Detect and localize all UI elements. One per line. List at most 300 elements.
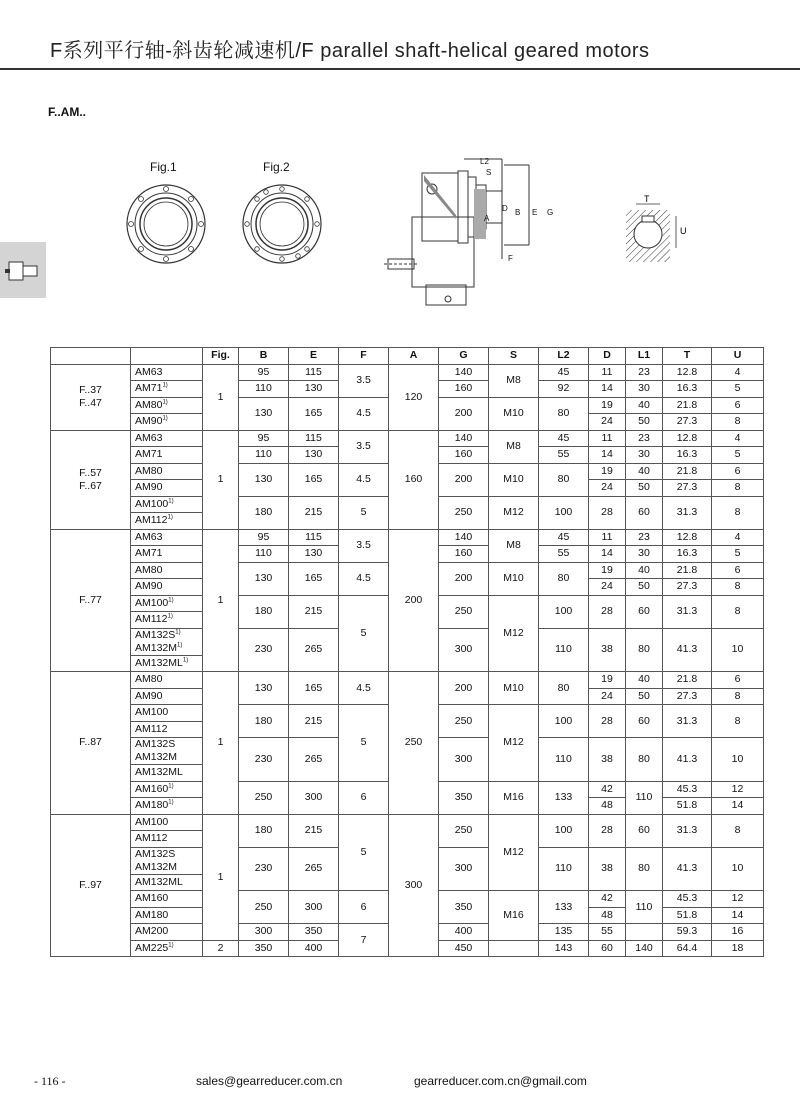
- dim-label-G: G: [547, 208, 554, 217]
- section-label: F..AM..: [48, 105, 86, 119]
- fig-cell: 1: [203, 814, 239, 940]
- motor-adapter-name: AM71: [135, 382, 163, 395]
- col-header: [51, 348, 131, 365]
- table-cell: 265: [289, 738, 339, 782]
- footnote-mark: 1): [167, 613, 173, 620]
- table-cell: 6: [712, 397, 764, 414]
- table-cell: 21.8: [663, 463, 712, 480]
- table-cell: 135: [539, 924, 589, 941]
- table-cell: 4: [712, 430, 764, 447]
- model-name: F..57: [79, 466, 102, 479]
- table-cell: 3.5: [339, 430, 389, 463]
- table-cell: 14: [712, 907, 764, 924]
- table-cell: 50: [626, 414, 663, 431]
- dimension-table: [50, 347, 764, 957]
- table-cell: 23: [626, 364, 663, 381]
- dim-label-U: U: [680, 226, 687, 236]
- table-cell: 3.5: [339, 364, 389, 397]
- table-cell: 8: [712, 414, 764, 431]
- table-cell: 250: [439, 814, 489, 847]
- motor-adapter-cell: [131, 874, 203, 891]
- table-cell: 23: [626, 430, 663, 447]
- table-cell: 48: [589, 798, 626, 815]
- table-cell: 4.5: [339, 463, 389, 496]
- motor-adapter-name: AM90: [135, 415, 163, 428]
- table-cell: 450: [439, 940, 489, 957]
- model-name: F..47: [79, 397, 102, 409]
- table-cell: M8: [489, 430, 539, 463]
- table-cell: 115: [289, 364, 339, 381]
- table-row: [51, 672, 764, 689]
- table-cell: 21.8: [663, 562, 712, 579]
- table-cell: 7: [339, 924, 389, 957]
- table-cell: 8: [712, 480, 764, 497]
- model-name: F..37: [79, 384, 102, 396]
- motor-adapter-cell: [131, 781, 203, 798]
- fig-cell: 2: [203, 940, 239, 957]
- table-cell: 45.3: [663, 891, 712, 908]
- table-cell: 10: [712, 738, 764, 782]
- table-cell: 200: [439, 463, 489, 496]
- motor-adapter-cell: [131, 562, 203, 579]
- table-cell: 110: [626, 781, 663, 814]
- motor-adapter-name: AM63: [135, 431, 163, 444]
- table-cell: 140: [439, 529, 489, 546]
- footnote-mark: 1): [162, 382, 168, 389]
- table-cell: 41.3: [663, 738, 712, 782]
- table-row: [51, 364, 764, 381]
- motor-adapter-cell: [131, 814, 203, 831]
- motor-adapter-cell: [131, 496, 203, 513]
- table-cell: 200: [439, 562, 489, 595]
- table-cell: 143: [539, 940, 589, 957]
- table-cell: 300: [289, 781, 339, 814]
- table-cell: 265: [289, 628, 339, 672]
- table-cell: 350: [289, 924, 339, 941]
- motor-adapter-name: AM71: [135, 547, 163, 560]
- col-header-a: A: [389, 348, 439, 365]
- table-cell: 24: [589, 688, 626, 705]
- table-cell: 160: [389, 430, 439, 529]
- table-cell: 11: [589, 364, 626, 381]
- motor-adapter-cell: [131, 397, 203, 414]
- table-cell: 400: [439, 924, 489, 941]
- table-cell: 5: [712, 381, 764, 398]
- gearmotor-icon: [0, 242, 46, 298]
- table-cell: 8: [712, 814, 764, 847]
- motor-adapter-name: AM132ML: [135, 656, 183, 669]
- table-cell: 28: [589, 496, 626, 529]
- table-cell: 180: [239, 496, 289, 529]
- dim-label-L2: L2: [480, 157, 489, 166]
- table-cell: 120: [389, 364, 439, 430]
- table-cell: 400: [289, 940, 339, 957]
- motor-adapter-cell: [131, 546, 203, 563]
- table-cell: 80: [539, 562, 589, 595]
- table-cell: 140: [626, 940, 663, 957]
- table-cell: 350: [239, 940, 289, 957]
- table-cell: 200: [439, 397, 489, 430]
- table-cell: 200: [389, 529, 439, 672]
- table-cell: M16: [489, 781, 539, 814]
- table-cell: 40: [626, 562, 663, 579]
- table-cell: 27.3: [663, 414, 712, 431]
- footnote-mark: 1): [162, 399, 168, 406]
- table-cell: 18: [712, 940, 764, 957]
- motor-adapter-name: AM112: [135, 832, 168, 845]
- table-cell: 45: [539, 364, 589, 381]
- table-cell: 14: [589, 381, 626, 398]
- motor-adapter-cell: [131, 414, 203, 431]
- footnote-mark: 1): [168, 942, 174, 949]
- motor-adapter-cell: [131, 831, 203, 848]
- motor-adapter-cell: [131, 579, 203, 596]
- dim-label-E: E: [532, 208, 538, 217]
- col-header: [131, 348, 203, 365]
- table-cell: 250: [439, 705, 489, 738]
- motor-adapter-name: AM63: [135, 530, 163, 543]
- table-cell: 5: [339, 595, 389, 672]
- table-cell: 11: [589, 529, 626, 546]
- table-cell: 11: [589, 430, 626, 447]
- motor-adapter-cell: [131, 447, 203, 464]
- table-cell: 140: [439, 364, 489, 381]
- table-cell: 140: [439, 430, 489, 447]
- col-header-f: F: [339, 348, 389, 365]
- table-cell: 24: [589, 579, 626, 596]
- table-cell: 16.3: [663, 447, 712, 464]
- table-cell: 110: [539, 847, 589, 891]
- table-cell: 31.3: [663, 705, 712, 738]
- table-cell: 265: [289, 847, 339, 891]
- table-cell: 160: [439, 546, 489, 563]
- table-cell: 19: [589, 397, 626, 414]
- motor-adapter-name: AM80: [135, 563, 163, 576]
- table-cell: 300: [439, 738, 489, 782]
- motor-adapter-cell: [131, 891, 203, 908]
- fig-cell: 1: [203, 529, 239, 672]
- table-cell: 50: [626, 688, 663, 705]
- footnote-mark: 1): [175, 629, 181, 635]
- table-cell: 42: [589, 781, 626, 798]
- motor-adapter-cell: [131, 513, 203, 530]
- motor-adapter-name: AM132S: [135, 847, 176, 860]
- motor-adapter-name: AM180: [135, 799, 169, 812]
- table-cell: 6: [712, 463, 764, 480]
- table-cell: 165: [289, 397, 339, 430]
- table-cell: 5: [339, 705, 389, 782]
- table-cell: 6: [712, 562, 764, 579]
- table-cell: M12: [489, 595, 539, 672]
- motor-adapter-name: AM100: [135, 497, 169, 510]
- table-cell: 45: [539, 430, 589, 447]
- dim-label-S: S: [486, 168, 492, 177]
- table-cell: 55: [539, 546, 589, 563]
- table-row: [51, 430, 764, 447]
- motor-adapter-cell: [131, 480, 203, 497]
- table-cell: 16.3: [663, 546, 712, 563]
- model-name: F..67: [79, 479, 102, 492]
- table-cell: 45.3: [663, 781, 712, 798]
- table-cell: 8: [712, 705, 764, 738]
- table-cell: 40: [626, 397, 663, 414]
- table-cell: 300: [389, 814, 439, 957]
- motor-adapter-cell: [131, 381, 203, 398]
- motor-adapter-name: AM112: [135, 514, 168, 527]
- table-cell: M12: [489, 496, 539, 529]
- table-cell: 215: [289, 595, 339, 628]
- table-cell: 250: [439, 496, 489, 529]
- table-cell: 51.8: [663, 798, 712, 815]
- table-cell: 30: [626, 447, 663, 464]
- motor-adapter-name: AM132S: [135, 738, 176, 750]
- table-cell: 4: [712, 364, 764, 381]
- table-cell: 80: [626, 628, 663, 672]
- col-header-e: E: [289, 348, 339, 365]
- table-cell: 27.3: [663, 688, 712, 705]
- table-cell: M10: [489, 463, 539, 496]
- motor-adapter-cell: [131, 738, 203, 765]
- motor-adapter-cell: [131, 847, 203, 874]
- motor-adapter-cell: [131, 940, 203, 957]
- footer-email-sales[interactable]: sales@gearreducer.com.cn: [196, 1074, 343, 1088]
- motor-adapter-name: AM71: [135, 448, 163, 461]
- table-header-row: [51, 348, 764, 365]
- table-cell: M8: [489, 529, 539, 562]
- table-cell: 8: [712, 496, 764, 529]
- col-header-d: D: [589, 348, 626, 365]
- table-cell: M12: [489, 705, 539, 782]
- table-cell: 350: [439, 781, 489, 814]
- col-header-b: B: [239, 348, 289, 365]
- footnote-mark: 1): [168, 783, 174, 790]
- motor-adapter-cell: [131, 655, 203, 672]
- table-cell: 19: [589, 562, 626, 579]
- table-cell: 110: [239, 546, 289, 563]
- table-cell: 80: [539, 672, 589, 705]
- motor-adapter-cell: [131, 924, 203, 941]
- table-cell: 165: [289, 562, 339, 595]
- motor-adapter-name: AM160: [135, 892, 169, 905]
- table-cell: 31.3: [663, 595, 712, 628]
- table-cell: 38: [589, 847, 626, 891]
- table-cell: 215: [289, 705, 339, 738]
- table-cell: 5: [339, 814, 389, 891]
- side-tab-gearmotor-icon[interactable]: [0, 242, 46, 298]
- table-cell: 230: [239, 847, 289, 891]
- table-cell: 10: [712, 628, 764, 672]
- motor-adapter-cell: [131, 529, 203, 546]
- table-cell: 42: [589, 891, 626, 908]
- motor-adapter-cell: [131, 430, 203, 447]
- header-divider: [0, 68, 800, 70]
- table-cell: 40: [626, 463, 663, 480]
- table-cell: 80: [539, 397, 589, 430]
- table-cell: 180: [239, 814, 289, 847]
- table-cell: 21.8: [663, 397, 712, 414]
- table-cell: 110: [239, 381, 289, 398]
- table-cell: 6: [712, 672, 764, 689]
- table-cell: 60: [626, 705, 663, 738]
- table-cell: 40: [626, 672, 663, 689]
- col-header-u: U: [712, 348, 764, 365]
- table-cell: 80: [626, 847, 663, 891]
- table-row: [51, 529, 764, 546]
- motor-adapter-name: AM132M: [135, 751, 178, 763]
- table-cell: 130: [289, 447, 339, 464]
- footnote-mark: 1): [177, 642, 183, 648]
- table-cell: 250: [239, 891, 289, 924]
- fig-cell: 1: [203, 430, 239, 529]
- table-cell: 8: [712, 579, 764, 596]
- table-cell: 55: [539, 447, 589, 464]
- table-cell: M10: [489, 672, 539, 705]
- table-cell: 130: [239, 672, 289, 705]
- table-cell: 60: [626, 595, 663, 628]
- motor-adapter-name: AM80: [135, 464, 163, 477]
- table-cell: 28: [589, 595, 626, 628]
- table-cell: 110: [626, 891, 663, 924]
- table-cell: 80: [626, 738, 663, 782]
- table-cell: 19: [589, 672, 626, 689]
- motor-adapter-name: AM100: [135, 596, 169, 609]
- table-cell: 95: [239, 529, 289, 546]
- table-row: [51, 814, 764, 831]
- fig2-label: Fig.2: [263, 160, 290, 174]
- table-cell: M8: [489, 364, 539, 397]
- table-cell: 14: [589, 447, 626, 464]
- table-cell: 24: [589, 480, 626, 497]
- table-cell: 8: [712, 595, 764, 628]
- dim-label-D: D: [502, 204, 508, 213]
- table-cell: 28: [589, 705, 626, 738]
- gearmotor-side-drawing: [384, 155, 564, 315]
- motor-adapter-name: AM100: [135, 706, 169, 719]
- table-cell: 12.8: [663, 529, 712, 546]
- table-cell: 100: [539, 705, 589, 738]
- table-cell: 250: [389, 672, 439, 815]
- fig2-flange-drawing: [240, 182, 324, 266]
- motor-adapter-name: AM132S: [135, 628, 176, 641]
- table-cell: 115: [289, 529, 339, 546]
- motor-adapter-name: AM90: [135, 580, 163, 593]
- table-cell: 41.3: [663, 847, 712, 891]
- table-cell: 38: [589, 628, 626, 672]
- motor-adapter-cell: [131, 798, 203, 815]
- footer-email-gmail[interactable]: gearreducer.com.cn@gmail.com: [414, 1074, 587, 1088]
- model-cell: [51, 430, 131, 529]
- table-cell: 300: [289, 891, 339, 924]
- col-header-s: S: [489, 348, 539, 365]
- table-cell: 16.3: [663, 381, 712, 398]
- fig-cell: 1: [203, 364, 239, 430]
- footnote-mark: 1): [162, 415, 168, 422]
- table-cell: [489, 940, 539, 957]
- model-name: F..77: [79, 593, 102, 606]
- motor-adapter-name: AM80: [135, 398, 163, 411]
- motor-adapter-cell: [131, 907, 203, 924]
- motor-adapter-cell: [131, 612, 203, 629]
- table-cell: 12.8: [663, 364, 712, 381]
- table-cell: 50: [626, 480, 663, 497]
- table-cell: 130: [289, 381, 339, 398]
- motor-adapter-name: AM90: [135, 481, 163, 494]
- table-cell: 160: [439, 381, 489, 398]
- table-cell: 165: [289, 463, 339, 496]
- footnote-mark: 1): [168, 597, 174, 604]
- table-cell: 133: [539, 891, 589, 924]
- dim-label-T: T: [644, 194, 650, 204]
- footnote-mark: 1): [168, 498, 174, 505]
- table-cell: 21.8: [663, 672, 712, 689]
- shaft-keyway-section-drawing: [614, 192, 694, 268]
- table-cell: 48: [589, 907, 626, 924]
- table-cell: 250: [439, 595, 489, 628]
- motor-adapter-name: AM160: [135, 782, 169, 795]
- table-cell: M12: [489, 814, 539, 891]
- motor-adapter-name: AM80: [135, 673, 163, 686]
- model-cell: [51, 364, 131, 430]
- table-cell: 41.3: [663, 628, 712, 672]
- table-cell: 28: [589, 814, 626, 847]
- model-cell: [51, 814, 131, 957]
- table-cell: 115: [289, 430, 339, 447]
- table-cell: 12.8: [663, 430, 712, 447]
- footnote-mark: 1): [168, 799, 174, 806]
- fig1-label: Fig.1: [150, 160, 177, 174]
- table-cell: 300: [439, 847, 489, 891]
- table-cell: 64.4: [663, 940, 712, 957]
- table-cell: 3.5: [339, 529, 389, 562]
- table-cell: 55: [589, 924, 626, 941]
- table-cell: 60: [589, 940, 626, 957]
- dim-label-A: A: [484, 214, 490, 223]
- table-cell: 60: [626, 814, 663, 847]
- table-cell: 30: [626, 546, 663, 563]
- table-cell: 5: [712, 447, 764, 464]
- footnote-mark: 1): [167, 514, 173, 521]
- motor-adapter-name: AM200: [135, 925, 169, 938]
- table-cell: 23: [626, 529, 663, 546]
- model-cell: [51, 529, 131, 672]
- motor-adapter-cell: [131, 705, 203, 722]
- table-cell: 24: [589, 414, 626, 431]
- table-cell: 30: [626, 381, 663, 398]
- table-cell: 19: [589, 463, 626, 480]
- table-cell: 31.3: [663, 496, 712, 529]
- table-cell: 230: [239, 738, 289, 782]
- table-cell: 50: [626, 579, 663, 596]
- table-cell: 130: [239, 562, 289, 595]
- col-header-g: G: [439, 348, 489, 365]
- table-cell: 31.3: [663, 814, 712, 847]
- table-cell: 27.3: [663, 480, 712, 497]
- table-cell: M10: [489, 562, 539, 595]
- table-cell: 100: [539, 814, 589, 847]
- table-cell: 4.5: [339, 397, 389, 430]
- table-cell: 180: [239, 595, 289, 628]
- table-cell: 59.3: [663, 924, 712, 941]
- table-cell: 5: [712, 546, 764, 563]
- table-cell: [626, 924, 663, 941]
- table-cell: 51.8: [663, 907, 712, 924]
- table-cell: 200: [439, 672, 489, 705]
- table-cell: 6: [339, 781, 389, 814]
- table-cell: 130: [289, 546, 339, 563]
- motor-adapter-name: AM112: [135, 613, 168, 626]
- motor-adapter-name: AM132ML: [135, 766, 183, 779]
- table-cell: 100: [539, 595, 589, 628]
